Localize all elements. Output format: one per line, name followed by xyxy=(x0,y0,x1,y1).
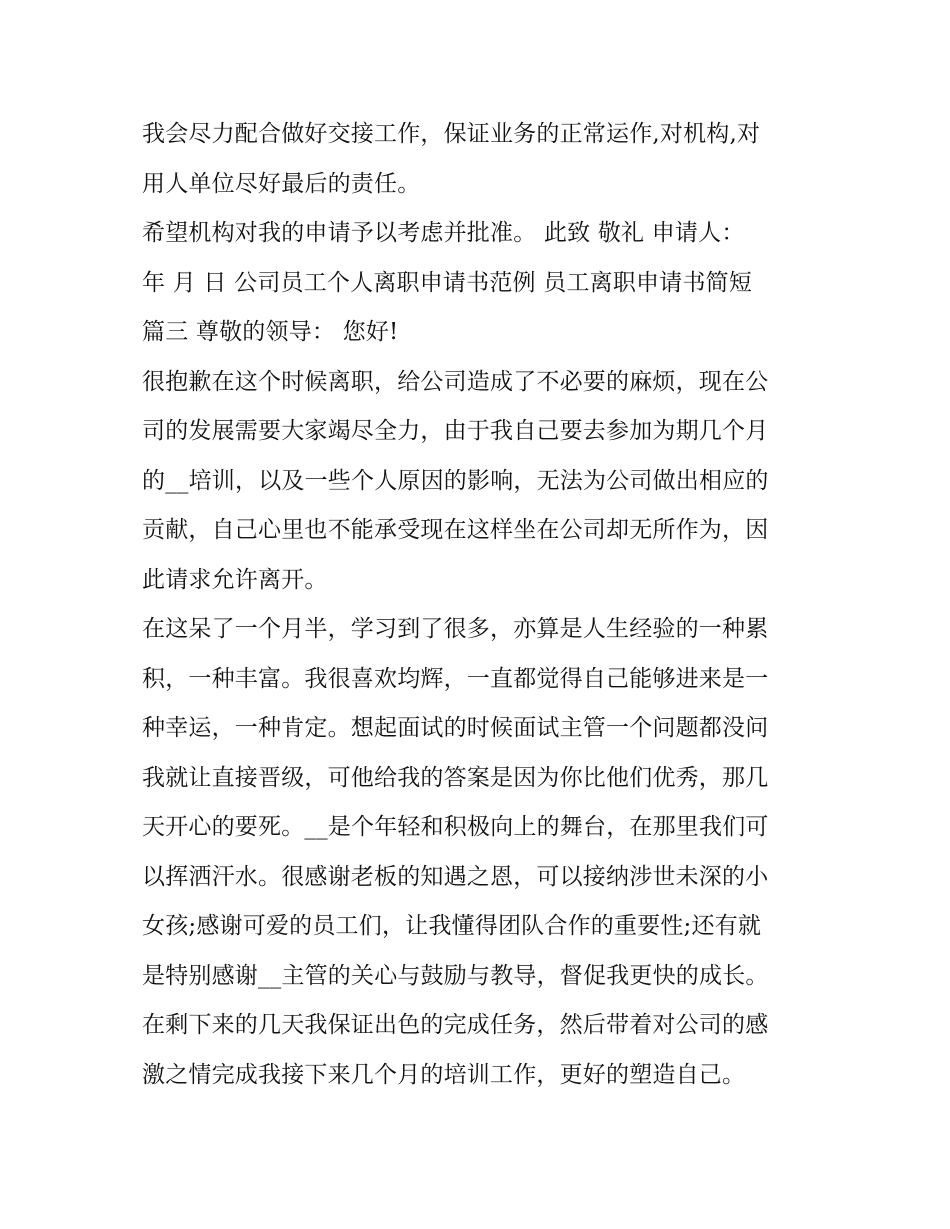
text-line: 是特别感谢__主管的关心与鼓励与教导，督促我更快的成长。 xyxy=(142,962,769,989)
text-line: 种幸运，一种肯定。想起面试的时候面试主管一个问题都没问 xyxy=(142,715,769,741)
text-line: 此请求允许离开。 xyxy=(142,566,328,593)
text-line: 在这呆了一个月半，学习到了很多，亦算是人生经验的一种累 xyxy=(142,616,769,642)
text-line: 篇三 尊敬的领导： 您好! xyxy=(142,319,399,345)
text-line: 我会尽力配合做好交接工作，保证业务的正常运作,对机构,对 xyxy=(142,121,761,147)
text-line: 积，一种丰富。我很喜欢均辉，一直都觉得自己能够进来是一 xyxy=(142,665,769,692)
text-line: 我就让直接晋级，可他给我的答案是因为你比他们优秀，那几 xyxy=(142,764,769,791)
text-line: 天开心的要死。__是个年轻和积极向上的舞台，在那里我们可 xyxy=(142,814,769,840)
text-line: 贡献，自己心里也不能承受现在这样坐在公司却无所作为，因 xyxy=(142,517,769,543)
text-line: 希望机构对我的申请予以考虑并批准。 此致 敬礼 申请人： xyxy=(142,220,745,246)
text-line: 在剩下来的几天我保证出色的完成任务，然后带着对公司的感 xyxy=(142,1012,769,1038)
text-line: 用人单位尽好最后的责任。 xyxy=(142,170,421,197)
text-line: 年 月 日 公司员工个人离职申请书范例 员工离职申请书简短 xyxy=(142,269,753,296)
text-line: 的__培训，以及一些个人原因的影响，无法为公司做出相应的 xyxy=(142,467,769,494)
text-line: 以挥洒汗水。很感谢老板的知遇之恩，可以接纳涉世未深的小 xyxy=(142,863,769,890)
text-line: 女孩;感谢可爱的员工们，让我懂得团队合作的重要性;还有就 xyxy=(142,913,762,939)
text-line: 激之情完成我接下来几个月的培训工作，更好的塑造自己。 xyxy=(142,1061,746,1088)
text-line: 很抱歉在这个时候离职，给公司造成了不必要的麻烦，现在公 xyxy=(142,368,769,395)
text-line: 司的发展需要大家竭尽全力，由于我自己要去参加为期几个月 xyxy=(142,418,769,444)
document-body xyxy=(142,110,822,1100)
